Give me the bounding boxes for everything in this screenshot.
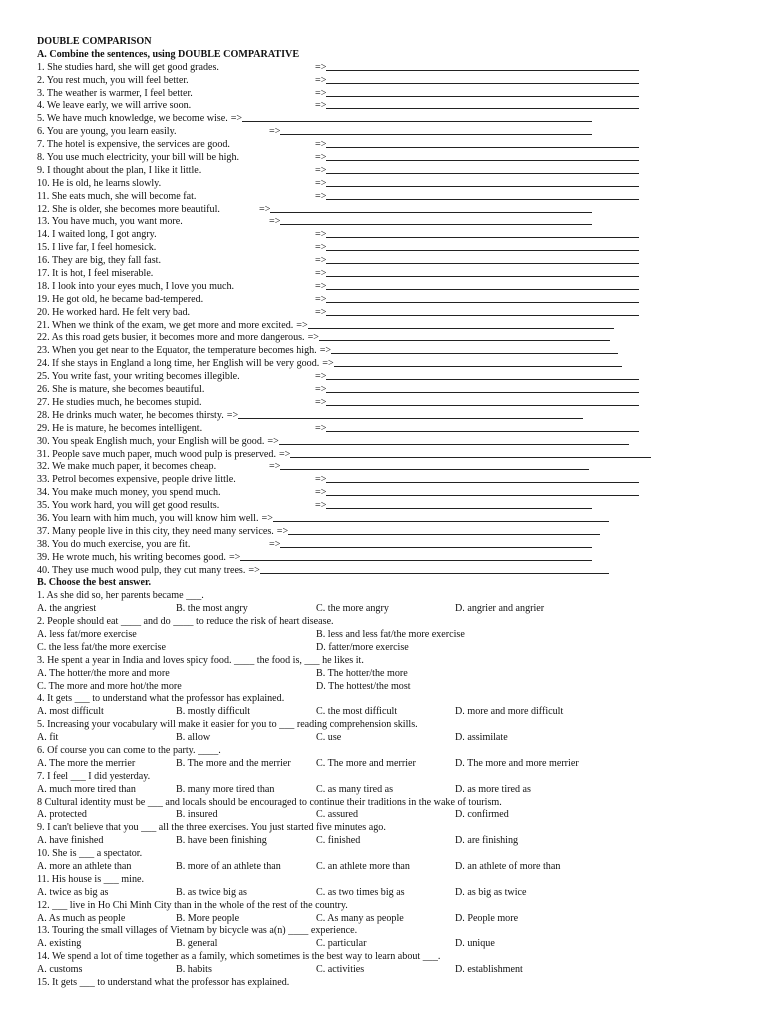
option-row	[37, 913, 737, 926]
exercise-item	[37, 539, 737, 552]
exercise-sentence: 21. When we think of the exam, we get more and more excited.	[37, 319, 294, 331]
answer-option[interactable]: A. less fat/more exercise	[37, 628, 137, 640]
answer-option[interactable]: C. The more and more hot/the more	[37, 680, 182, 692]
answer-blank[interactable]	[326, 191, 639, 200]
answer-blank[interactable]	[326, 139, 639, 148]
exercise-sentence: 33. Petrol becomes expensive, people drive little.	[37, 474, 236, 486]
answer-option[interactable]: B. More people	[176, 912, 240, 924]
exercise-sentence: 24. If she stays in England a long time, her English will be very good.	[37, 358, 320, 370]
exercise-item	[37, 216, 737, 229]
answer-option[interactable]: D. as big as twice	[455, 886, 527, 898]
answer-arrow: =>	[269, 538, 281, 550]
exercise-item	[37, 165, 737, 178]
exercise-sentence: 13. You have much, you want more.	[37, 216, 183, 228]
answer-option[interactable]: A. fit	[37, 732, 59, 744]
answer-option[interactable]: C. the less fat/the more exercise	[37, 641, 166, 653]
answer-option[interactable]: D. fatter/more exercise	[316, 641, 409, 653]
exercise-sentence: 12. She is older, she becomes more beautiful.	[37, 203, 220, 215]
answer-option[interactable]: D. The more and more merrier	[455, 757, 579, 769]
answer-blank[interactable]	[279, 436, 629, 445]
exercise-sentence: 15. I live far, I feel homesick.	[37, 242, 157, 254]
exercise-sentence: 14. I waited long, I got angry.	[37, 229, 157, 241]
exercise-sentence: 29. He is mature, he becomes intelligent.	[37, 422, 203, 434]
answer-option[interactable]: D. confirmed	[455, 809, 509, 821]
exercise-sentence: 36. You learn with him much, you will know him well.	[37, 512, 259, 524]
exercise-item	[37, 268, 737, 281]
exercise-sentence: 39. He wrote much, his writing becomes good.	[37, 551, 226, 563]
answer-option[interactable]: B. habits	[176, 964, 212, 976]
answer-blank[interactable]	[326, 294, 639, 303]
option-row	[37, 603, 737, 616]
section-a-heading: A. Combine the sentences, using DOUBLE COMPARATIVE	[37, 48, 300, 60]
answer-option[interactable]: C. As many as people	[316, 912, 404, 924]
section-b-heading: B. Choose the best answer.	[37, 577, 152, 589]
answer-arrow: =>	[315, 139, 327, 151]
exercise-item	[37, 397, 737, 410]
exercise-item	[37, 255, 737, 268]
answer-option[interactable]: A. protected	[37, 809, 87, 821]
answer-arrow: =>	[315, 280, 327, 292]
answer-option[interactable]: D. are finishing	[455, 835, 519, 847]
answer-arrow: =>	[315, 152, 327, 164]
answer-blank[interactable]	[326, 242, 639, 251]
exercise-sentence: 37. Many people live in this city, they need many services.	[37, 525, 274, 537]
option-row	[37, 642, 737, 655]
exercise-sentence: 8. You use much electricity, your bill will be high.	[37, 152, 240, 164]
answer-option[interactable]: D. angrier and angrier	[455, 603, 545, 615]
answer-arrow: =>	[315, 74, 327, 86]
option-row	[37, 629, 737, 642]
exercise-sentence: 5. We have much knowledge, we become wise.	[37, 113, 228, 125]
answer-option[interactable]: C. an athlete more than	[316, 861, 410, 872]
answer-option[interactable]: C. as many tired as	[316, 783, 394, 795]
exercise-item	[37, 242, 737, 255]
answer-arrow: =>	[248, 564, 260, 576]
question-text: 15. It gets ___ to understand what the professor has explained.	[37, 977, 290, 989]
answer-option[interactable]: C. use	[316, 732, 342, 744]
exercise-sentence: 22. As this road gets busier, it becomes more and more dangerous.	[37, 332, 305, 344]
answer-arrow: =>	[230, 113, 243, 125]
answer-option[interactable]: B. The hotter/the more	[316, 667, 408, 679]
answer-option[interactable]: D. establishment	[455, 964, 523, 976]
answer-arrow: =>	[259, 203, 271, 215]
option-row	[37, 784, 737, 797]
exercise-item	[37, 281, 737, 294]
answer-option[interactable]: A. As much as people	[37, 912, 126, 924]
exercise-item	[37, 294, 737, 307]
answer-option[interactable]: D. more and more difficult	[455, 706, 564, 718]
exercise-item	[37, 178, 737, 191]
section-b-questions	[37, 590, 737, 990]
answer-arrow: =>	[322, 358, 334, 370]
exercise-item	[37, 62, 737, 75]
answer-option[interactable]: B. many more tired than	[176, 783, 275, 795]
answer-arrow: =>	[296, 319, 308, 331]
exercise-item	[37, 449, 737, 462]
answer-arrow: =>	[315, 384, 327, 396]
answer-option[interactable]: B. mostly difficult	[176, 706, 251, 718]
answer-blank[interactable]	[273, 513, 609, 522]
exercise-sentence: 40. They use much wood pulp, they cut many trees.	[37, 564, 246, 576]
exercise-sentence: 1. She studies hard, she will get good grades.	[37, 61, 219, 73]
answer-option[interactable]: A. much more tired than	[37, 783, 136, 795]
option-row	[37, 938, 737, 951]
answer-arrow: =>	[269, 126, 281, 138]
answer-option[interactable]: B. have been finishing	[176, 835, 267, 847]
exercise-sentence: 35. You work hard, you will get good results.	[37, 500, 220, 512]
exercise-sentence: 10. He is old, he learns slowly.	[37, 177, 162, 189]
answer-arrow: =>	[315, 255, 327, 267]
answer-blank[interactable]	[280, 461, 589, 470]
question-text: 4. It gets ___ to understand what the professor has explained.	[37, 693, 285, 705]
answer-arrow: =>	[315, 190, 327, 202]
question-text: 3. He spent a year in India and loves spicy food. ____ the food is, ___ he likes it.	[37, 654, 364, 666]
exercise-sentence: 27. He studies much, he becomes stupid.	[37, 396, 202, 408]
exercise-sentence: 7. The hotel is expensive, the services are good.	[37, 139, 230, 151]
exercise-item	[37, 552, 737, 565]
answer-option[interactable]: D. as more tired as	[455, 783, 531, 795]
answer-blank[interactable]	[326, 229, 639, 238]
answer-option[interactable]: B. the most angry	[176, 603, 248, 615]
exercise-sentence: 28. He drinks much water, he becomes thirsty.	[37, 409, 224, 421]
answer-blank[interactable]	[326, 100, 639, 109]
exercise-sentence: 32. We make much paper, it becomes cheap.	[37, 461, 217, 473]
exercise-sentence: 38. You do much exercise, you are fit.	[37, 538, 191, 550]
answer-blank[interactable]	[326, 268, 639, 277]
answer-blank[interactable]	[308, 320, 614, 329]
answer-arrow: =>	[315, 100, 327, 112]
answer-blank[interactable]	[326, 255, 639, 264]
exercise-item	[37, 371, 737, 384]
exercise-item	[37, 191, 737, 204]
answer-arrow: =>	[307, 332, 319, 344]
answer-option[interactable]: C. the more angry	[316, 603, 389, 615]
exercise-item	[37, 384, 737, 397]
answer-option[interactable]: B. less and less fat/the more exercise	[316, 628, 465, 640]
answer-arrow: =>	[261, 512, 273, 524]
answer-arrow: =>	[267, 435, 279, 447]
answer-blank[interactable]	[326, 152, 639, 161]
exercise-item	[37, 126, 737, 139]
answer-option[interactable]: B. allow	[176, 732, 211, 744]
answer-arrow: =>	[315, 500, 327, 512]
exercise-sentence: 6. You are young, you learn easily.	[37, 126, 177, 138]
answer-blank[interactable]	[326, 371, 639, 380]
exercise-item	[37, 113, 737, 126]
answer-option[interactable]: D. assimilate	[455, 732, 508, 744]
question-text: 9. I can't believe that you ___ all the three exercises. You just started five minutes ago.	[37, 822, 386, 834]
answer-blank[interactable]	[288, 526, 600, 535]
exercise-sentence: 9. I thought about the plan, I like it little.	[37, 164, 202, 176]
exercise-item	[37, 307, 737, 320]
answer-arrow: =>	[315, 61, 327, 73]
answer-blank[interactable]	[260, 565, 609, 574]
exercise-item	[37, 345, 737, 358]
exercise-item	[37, 88, 737, 101]
exercise-sentence: 19. He got old, he became bad-tempered.	[37, 293, 204, 305]
exercise-item	[37, 565, 737, 578]
answer-arrow: =>	[315, 306, 327, 318]
answer-arrow: =>	[276, 525, 289, 537]
option-row	[37, 732, 737, 745]
answer-option[interactable]: A. The more the merrier	[37, 757, 136, 769]
exercise-item	[37, 100, 737, 113]
answer-arrow: =>	[226, 409, 239, 421]
exercise-item	[37, 139, 737, 152]
answer-arrow: =>	[315, 487, 327, 499]
question-text: 7. I feel ___ I did yesterday.	[37, 770, 151, 782]
exercise-sentence: 18. I look into your eyes much, I love you much.	[37, 280, 235, 292]
answer-blank[interactable]	[326, 178, 639, 187]
exercise-sentence: 20. He worked hard. He felt very bad.	[37, 306, 191, 318]
answer-blank[interactable]	[326, 384, 639, 393]
answer-arrow: =>	[315, 293, 327, 305]
answer-blank[interactable]	[280, 539, 592, 548]
answer-blank[interactable]	[240, 552, 592, 561]
answer-arrow: =>	[315, 422, 327, 434]
answer-arrow: =>	[228, 551, 241, 563]
answer-option[interactable]: A. more an athlete than	[37, 861, 132, 872]
answer-option[interactable]: C. particular	[316, 938, 367, 950]
answer-arrow: =>	[269, 216, 281, 228]
answer-option[interactable]: A. most difficult	[37, 706, 104, 718]
answer-blank[interactable]	[319, 332, 610, 341]
answer-option[interactable]: A. The hotter/the more and more	[37, 667, 170, 679]
answer-blank[interactable]	[290, 449, 651, 458]
worksheet	[37, 36, 737, 990]
exercise-item	[37, 474, 737, 487]
answer-option[interactable]: A. existing	[37, 938, 82, 950]
exercise-item	[37, 461, 737, 474]
exercise-item	[37, 152, 737, 165]
exercise-sentence: 4. We leave early, we will arrive soon.	[37, 100, 192, 112]
answer-option[interactable]: B. more of an athlete than	[176, 861, 281, 872]
answer-blank[interactable]	[326, 474, 639, 483]
section-a-items	[37, 62, 737, 578]
exercise-sentence: 34. You make much money, you spend much.	[37, 487, 221, 499]
answer-blank[interactable]	[326, 307, 639, 316]
answer-option[interactable]: C. assured	[316, 809, 359, 821]
answer-option[interactable]: C. the most difficult	[316, 706, 398, 718]
answer-blank[interactable]	[326, 88, 639, 97]
exercise-item	[37, 229, 737, 242]
exercise-item	[37, 204, 737, 217]
answer-arrow: =>	[315, 87, 327, 99]
exercise-sentence: 3. The weather is warmer, I feel better.	[37, 87, 193, 99]
question-text: 12. ___ live in Ho Chi Minh City than in the whole of the rest of the country.	[37, 899, 348, 911]
answer-blank[interactable]	[270, 204, 592, 213]
answer-blank[interactable]	[242, 113, 592, 122]
question-text: 14. We spend a lot of time together as a family, which sometimes is the best way to learn about ___.	[37, 951, 441, 963]
answer-option[interactable]: B. insured	[176, 809, 218, 821]
question-text: 10. She is ___ a spectator.	[37, 848, 143, 860]
exercise-sentence: 23. When you get near to the Equator, the temperature becomes high.	[37, 345, 317, 357]
answer-option[interactable]: C. as two times big as	[316, 886, 405, 898]
question-text: 1. As she did so, her parents became ___.	[37, 590, 204, 602]
answer-option[interactable]: C. The more and merrier	[316, 757, 416, 769]
exercise-sentence: 31. People save much paper, much wood pulp is preserved.	[37, 448, 276, 460]
answer-blank[interactable]	[326, 423, 639, 432]
question-text: 5. Increasing your vocabulary will make it easier for you to ___ reading comprehension skills.	[37, 719, 418, 731]
answer-arrow: =>	[315, 242, 327, 254]
answer-option[interactable]: B. as twice big as	[176, 886, 247, 898]
question-text: 8 Cultural identity must be ___ and locals should be encouraged to continue their traditions in the wake of tourism.	[37, 796, 502, 808]
option-row	[37, 809, 737, 822]
answer-option[interactable]: C. activities	[316, 964, 365, 976]
answer-blank[interactable]	[334, 358, 622, 367]
exercise-item	[37, 410, 737, 423]
answer-blank[interactable]	[326, 487, 639, 496]
exercise-sentence: 26. She is mature, she becomes beautiful.	[37, 384, 205, 396]
exercise-sentence: 16. They are big, they fall fast.	[37, 255, 161, 267]
question-text: 11. His house is ___ mine.	[37, 873, 145, 885]
answer-option[interactable]: A. have finished	[37, 835, 104, 847]
answer-blank[interactable]	[331, 345, 618, 354]
answer-option[interactable]: D. an athlete of more than	[455, 861, 561, 872]
answer-blank[interactable]	[326, 62, 639, 71]
answer-blank[interactable]	[326, 500, 592, 509]
answer-option[interactable]: D. The hottest/the most	[316, 680, 411, 692]
option-row	[37, 861, 737, 874]
option-row	[37, 887, 737, 900]
exercise-item	[37, 526, 737, 539]
option-row	[37, 706, 737, 719]
exercise-item	[37, 332, 737, 345]
exercise-item	[37, 513, 737, 526]
answer-option[interactable]: D. unique	[455, 938, 495, 950]
answer-arrow: =>	[315, 229, 327, 241]
answer-option[interactable]: D. People more	[455, 912, 519, 924]
answer-arrow: =>	[315, 177, 327, 189]
exercise-item	[37, 487, 737, 500]
answer-arrow: =>	[278, 448, 291, 460]
exercise-item	[37, 500, 737, 513]
exercise-item	[37, 320, 737, 333]
answer-arrow: =>	[315, 371, 327, 383]
answer-option[interactable]: B. The more and the merrier	[176, 757, 291, 769]
answer-blank[interactable]	[238, 410, 583, 419]
answer-arrow: =>	[315, 268, 327, 280]
exercise-sentence: 2. You rest much, you will feel better.	[37, 74, 189, 86]
answer-option[interactable]: A. the angriest	[37, 603, 97, 615]
exercise-item	[37, 358, 737, 371]
answer-arrow: =>	[315, 474, 327, 486]
exercise-sentence: 11. She eats much, she will become fat.	[37, 190, 197, 202]
answer-blank[interactable]	[326, 165, 639, 174]
exercise-sentence: 30. You speak English much, your English will be good.	[37, 435, 265, 447]
answer-option[interactable]: A. customs	[37, 964, 83, 976]
answer-blank[interactable]	[326, 75, 639, 84]
answer-blank[interactable]	[326, 281, 639, 290]
exercise-item	[37, 436, 737, 449]
option-row	[37, 964, 737, 977]
answer-blank[interactable]	[280, 216, 592, 225]
answer-option[interactable]: B. general	[176, 938, 218, 950]
option-row	[37, 681, 737, 694]
option-row	[37, 835, 737, 848]
exercise-sentence: 17. It is hot, I feel miserable.	[37, 268, 154, 280]
option-row	[37, 758, 737, 771]
answer-arrow: =>	[315, 396, 327, 408]
question-text: 2. People should eat ____ and do ____ to reduce the risk of heart disease.	[37, 616, 334, 628]
question-text: 6. Of course you can come to the party. ____.	[37, 744, 221, 756]
exercise-item	[37, 423, 737, 436]
answer-blank[interactable]	[280, 126, 592, 135]
answer-blank[interactable]	[326, 397, 639, 406]
exercise-item	[37, 75, 737, 88]
worksheet-title: DOUBLE COMPARISON	[37, 36, 152, 47]
exercise-sentence: 25. You write fast, your writing becomes illegible.	[37, 371, 240, 383]
option-row	[37, 668, 737, 681]
question-text: 13. Touring the small villages of Vietnam by bicycle was a(n) ____ experience.	[37, 925, 358, 937]
answer-arrow: =>	[319, 345, 332, 357]
answer-option[interactable]: A. twice as big as	[37, 886, 109, 898]
answer-option[interactable]: C. finished	[316, 835, 361, 847]
answer-arrow: =>	[315, 164, 327, 176]
answer-arrow: =>	[269, 461, 281, 473]
